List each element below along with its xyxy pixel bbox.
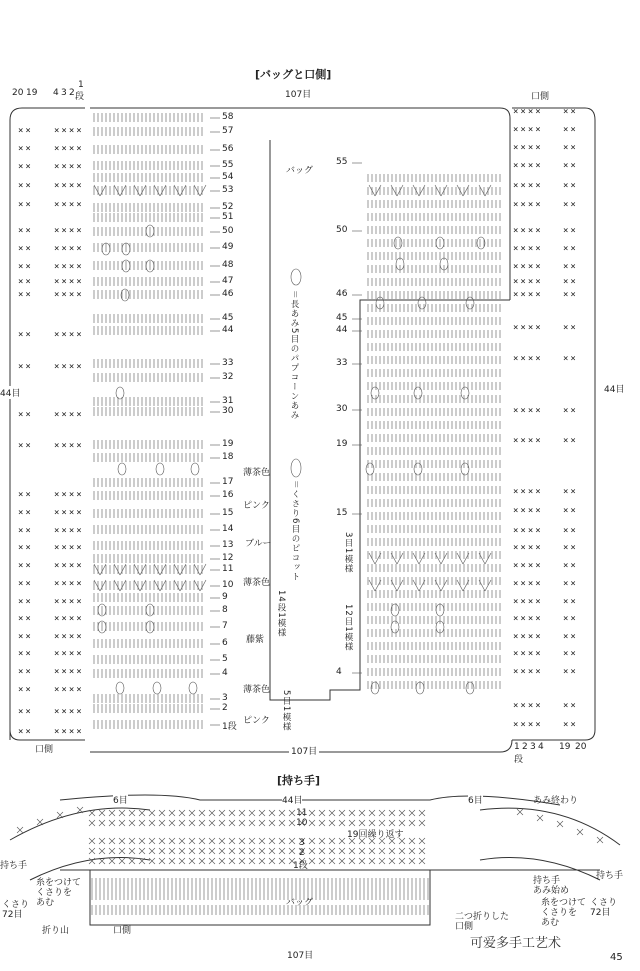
- stitch-mark: [140, 564, 146, 575]
- stitch-mark: [174, 564, 180, 575]
- sc-quad: ××××: [54, 614, 84, 624]
- color-label: 藤紫: [246, 635, 265, 645]
- stitch-mark: [134, 580, 140, 591]
- row-number-right: 15: [336, 508, 348, 518]
- right-count: 44目: [604, 382, 624, 395]
- section-title-bag: [バッグと口側]: [255, 68, 332, 81]
- sc-quad: ××××: [513, 614, 543, 624]
- bag-label: バッグ: [286, 166, 314, 176]
- sc-quad: ××××: [513, 649, 543, 659]
- sc-pair: ××: [18, 244, 33, 254]
- stitch-mark: [120, 185, 126, 196]
- popcorn-stitch: [394, 237, 402, 249]
- sc-pair: ××: [563, 125, 578, 135]
- sc-pair: ××: [18, 561, 33, 571]
- repeat-5: 5目1模様: [281, 690, 291, 732]
- stitch-mark: [160, 185, 166, 196]
- sc-quad: ××××: [513, 262, 543, 272]
- sc-pair: ××: [563, 226, 578, 236]
- sc-quad: ××××: [513, 143, 543, 153]
- popcorn-stitch: [156, 463, 164, 475]
- sc-quad: ××××: [54, 649, 84, 659]
- sc-quad: ××××: [513, 579, 543, 589]
- chain-left: くさり 72目: [2, 900, 30, 920]
- row-number-left: 31: [222, 396, 234, 406]
- popcorn-stitch: [189, 682, 197, 694]
- stitch-mark: [160, 580, 166, 591]
- thread-right: 糸をつけて くさりを あむ: [541, 898, 587, 928]
- stitch-mark: [100, 580, 106, 591]
- color-label: 薄茶色: [243, 685, 271, 695]
- sc-pair: ××: [18, 441, 33, 451]
- sc-pair: ××: [18, 490, 33, 500]
- sc-pair: ××: [563, 526, 578, 536]
- sc-quad: ××××: [513, 701, 543, 711]
- sc-quad: ××××: [54, 244, 84, 254]
- handle-start: 持ち手 あみ始め: [533, 876, 570, 896]
- popcorn-stitch: [466, 682, 474, 694]
- sc-pair: ××: [563, 262, 578, 272]
- row-number-right: 55: [336, 157, 348, 167]
- sc-quad: ××××: [513, 597, 543, 607]
- stitch-mark: [160, 564, 166, 575]
- mouth-label-handle: 口側: [113, 926, 132, 936]
- popcorn-stitch: [153, 682, 161, 694]
- popcorn-legend: ＝長あみ5目のパプコーンあみ: [289, 290, 299, 420]
- round-2: 2: [69, 88, 75, 98]
- handle-row: 11: [296, 808, 308, 818]
- sc-quad: ××××: [513, 506, 543, 516]
- sc-pair: ××: [18, 667, 33, 677]
- sc-quad: ××××: [54, 707, 84, 717]
- row-number-right: 46: [336, 289, 348, 299]
- stitch-mark: [154, 580, 160, 591]
- sc-pair: ××: [563, 290, 578, 300]
- repeat-19: 19回繰り返す: [347, 830, 404, 840]
- stitch-mark: [194, 580, 200, 591]
- color-label: ブルー: [245, 539, 272, 549]
- sc-pair: ××: [18, 290, 33, 300]
- sc-pair: ××: [18, 508, 33, 518]
- page-number: 45: [610, 952, 623, 963]
- popcorn-stitch: [291, 269, 301, 285]
- width-label-top: 107目: [283, 87, 313, 100]
- row-number-left: 5: [222, 654, 228, 664]
- row-number-left: 17: [222, 477, 234, 487]
- sc-pair: ××: [563, 323, 578, 333]
- handle-row: 3: [299, 838, 305, 848]
- sc-pair: ××: [563, 614, 578, 624]
- stitch-mark: [200, 580, 206, 591]
- sc-quad: ××××: [513, 487, 543, 497]
- picot-legend: ＝くさり6目のピコット: [290, 480, 300, 582]
- chain-right: くさり 72目: [590, 898, 618, 918]
- sc-pair: ××: [18, 685, 33, 695]
- sc-quad: ××××: [513, 720, 543, 730]
- sc-quad: ××××: [513, 107, 543, 117]
- row-number-right: 50: [336, 225, 348, 235]
- row-number-left: 3: [222, 693, 228, 703]
- sc-quad: ××××: [513, 354, 543, 364]
- stitch-mark: [94, 185, 100, 196]
- sc-pair: ××: [563, 649, 578, 659]
- sc-quad: ××××: [54, 632, 84, 642]
- width-bottom-handle: 107目: [287, 948, 313, 961]
- sc-quad: ××××: [513, 125, 543, 135]
- sc-pair: ××: [18, 144, 33, 154]
- row-number-left: 33: [222, 358, 234, 368]
- row-number-left: 9: [222, 592, 228, 602]
- popcorn-stitch: [116, 387, 124, 399]
- round-1: 1: [78, 80, 84, 90]
- row-number-left: 49: [222, 242, 234, 252]
- row-number-left: 57: [222, 126, 234, 136]
- sc-quad: ××××: [54, 144, 84, 154]
- round-b2: 2: [522, 742, 528, 752]
- sc-quad: ××××: [54, 667, 84, 677]
- mouth-label-top: 口側: [531, 92, 550, 102]
- round-19: 19: [26, 88, 38, 98]
- mouth-label-bottom: 口側: [33, 742, 55, 755]
- row-number-left: 48: [222, 260, 234, 270]
- round-b1: 1: [514, 742, 520, 752]
- sc-quad: ××××: [54, 277, 84, 287]
- stitch-mark: [120, 580, 126, 591]
- popcorn-stitch: [291, 459, 301, 477]
- row-number-left: 16: [222, 490, 234, 500]
- sc-pair: ××: [18, 362, 33, 372]
- sc-quad: ××××: [54, 362, 84, 372]
- sc-pair: ××: [18, 614, 33, 624]
- sc-pair: ××: [563, 161, 578, 171]
- round-b20: 20: [575, 742, 587, 752]
- bag-label-handle: バッグ: [286, 898, 314, 908]
- stitch-mark: [180, 564, 186, 575]
- stitch-mark: [174, 580, 180, 591]
- row-number-left: 14: [222, 524, 234, 534]
- popcorn-stitch: [414, 387, 422, 399]
- sc-quad: ××××: [513, 526, 543, 536]
- row-number-left: 32: [222, 372, 234, 382]
- sc-quad: ××××: [54, 490, 84, 500]
- row-number-left: 47: [222, 276, 234, 286]
- popcorn-stitch: [191, 463, 199, 475]
- row-number-right: 19: [336, 439, 348, 449]
- round-bdan: 段: [514, 755, 524, 765]
- sc-pair: ××: [18, 707, 33, 717]
- sc-quad: ××××: [54, 561, 84, 571]
- row-number-left: 12: [222, 553, 234, 563]
- sc-pair: ××: [563, 506, 578, 516]
- sc-pair: ××: [563, 701, 578, 711]
- popcorn-stitch: [461, 387, 469, 399]
- round-dan: 段: [75, 92, 85, 102]
- row-number-left: 46: [222, 289, 234, 299]
- row-number-left: 11: [222, 564, 234, 574]
- sc-pair: ××: [18, 200, 33, 210]
- sc-pair: ××: [18, 410, 33, 420]
- row-number-left: 54: [222, 172, 234, 182]
- row-number-left: 52: [222, 202, 234, 212]
- stitch-mark: [134, 185, 140, 196]
- round-3: 3: [61, 88, 67, 98]
- color-label: ピンク: [243, 716, 270, 726]
- color-label: 薄茶色: [243, 578, 271, 588]
- stitch-mark: [194, 185, 200, 196]
- sc-quad: ××××: [513, 406, 543, 416]
- handle-row: 2: [299, 848, 305, 858]
- sc-pair: ××: [18, 330, 33, 340]
- sc-quad: ××××: [513, 290, 543, 300]
- sc-quad: ××××: [54, 290, 84, 300]
- round-b4: 4: [538, 742, 544, 752]
- sc-quad: ××××: [54, 526, 84, 536]
- round-4: 4: [53, 88, 59, 98]
- row-number-left: 15: [222, 508, 234, 518]
- row-number-right: 33: [336, 358, 348, 368]
- sc-quad: ××××: [54, 597, 84, 607]
- popcorn-stitch: [461, 463, 469, 475]
- stitch-mark: [180, 580, 186, 591]
- popcorn-stitch: [466, 297, 474, 309]
- stitch-mark: [180, 185, 186, 196]
- sc-quad: ××××: [54, 543, 84, 553]
- row-number-left: 53: [222, 185, 234, 195]
- watermark: 可爱多手工艺术: [470, 936, 562, 951]
- sc-quad: ××××: [513, 543, 543, 553]
- row-number-left: 45: [222, 313, 234, 323]
- round-b19: 19: [559, 742, 571, 752]
- width-label-bottom: 107目: [289, 744, 319, 757]
- handle-chart: [10, 795, 620, 925]
- sc-quad: ××××: [54, 579, 84, 589]
- sc-pair: ××: [563, 107, 578, 117]
- sc-pair: ××: [563, 597, 578, 607]
- sc-quad: ××××: [54, 226, 84, 236]
- sc-pair: ××: [18, 632, 33, 642]
- count-6-right: 6目: [468, 793, 483, 806]
- sc-quad: ××××: [54, 262, 84, 272]
- sc-pair: ××: [18, 162, 33, 172]
- sc-quad: ××××: [513, 632, 543, 642]
- repeat-3: 3目1模様: [343, 532, 353, 574]
- stitch-mark: [140, 185, 146, 196]
- sc-quad: ××××: [513, 561, 543, 571]
- sc-quad: ××××: [54, 330, 84, 340]
- row-number-left: 4: [222, 668, 228, 678]
- popcorn-stitch: [418, 297, 426, 309]
- stitch-mark: [200, 564, 206, 575]
- sc-pair: ××: [563, 143, 578, 153]
- sc-quad: ××××: [513, 244, 543, 254]
- row-number-right: 4: [336, 667, 342, 677]
- popcorn-stitch: [414, 463, 422, 475]
- stitch-mark: [134, 564, 140, 575]
- sc-pair: ××: [18, 226, 33, 236]
- sc-pair: ××: [18, 181, 33, 191]
- popcorn-stitch: [391, 621, 399, 633]
- row-number-left: 7: [222, 621, 228, 631]
- row-number-left: 56: [222, 144, 234, 154]
- popcorn-stitch: [118, 463, 126, 475]
- popcorn-stitch: [371, 387, 379, 399]
- stitch-mark: [154, 564, 160, 575]
- stitch-mark: [114, 580, 120, 591]
- row-number-right: 45: [336, 313, 348, 323]
- color-label: ピンク: [243, 501, 270, 511]
- sc-pair: ××: [563, 406, 578, 416]
- row-number-left: 6: [222, 638, 228, 648]
- sc-pair: ××: [563, 200, 578, 210]
- sc-pair: ××: [18, 526, 33, 536]
- stitch-mark: [174, 185, 180, 196]
- sc-pair: ××: [563, 277, 578, 287]
- round-b3: 3: [530, 742, 536, 752]
- row-number-left: 19: [222, 439, 234, 449]
- sc-pair: ××: [18, 543, 33, 553]
- count-6-left: 6目: [113, 793, 128, 806]
- sc-quad: ××××: [54, 181, 84, 191]
- stitch-mark: [94, 580, 100, 591]
- thread-left: 糸をつけて くさりを あむ: [36, 878, 82, 908]
- sc-quad: ××××: [513, 667, 543, 677]
- sc-pair: ××: [18, 277, 33, 287]
- sc-quad: ××××: [54, 162, 84, 172]
- sc-pair: ××: [563, 720, 578, 730]
- sc-quad: ××××: [513, 436, 543, 446]
- stitch-mark: [100, 564, 106, 575]
- stitch-mark: [200, 185, 206, 196]
- sc-quad: ××××: [54, 441, 84, 451]
- sc-pair: ××: [18, 579, 33, 589]
- sc-pair: ××: [563, 436, 578, 446]
- sc-pair: ××: [18, 126, 33, 136]
- sc-pair: ××: [563, 561, 578, 571]
- stitch-mark: [140, 580, 146, 591]
- sc-pair: ××: [563, 632, 578, 642]
- handle-right: 持ち手: [596, 871, 624, 881]
- sc-pair: ××: [563, 487, 578, 497]
- sc-pair: ××: [563, 181, 578, 191]
- sc-pair: ××: [563, 354, 578, 364]
- sc-pair: ××: [563, 543, 578, 553]
- row-number-left: 10: [222, 580, 234, 590]
- count-44: 44目: [282, 793, 302, 806]
- sc-pair: ××: [18, 597, 33, 607]
- sc-quad: ××××: [513, 277, 543, 287]
- fold-two-label: 二つ折りした 口側: [455, 912, 510, 932]
- row-number-left: 8: [222, 605, 228, 615]
- sc-pair: ××: [563, 667, 578, 677]
- row-number-left: 18: [222, 452, 234, 462]
- sc-pair: ××: [563, 579, 578, 589]
- sc-quad: ××××: [513, 226, 543, 236]
- popcorn-stitch: [366, 463, 374, 475]
- sc-quad: ××××: [513, 323, 543, 333]
- popcorn-stitch: [116, 682, 124, 694]
- sc-quad: ××××: [54, 508, 84, 518]
- row-number-left: 30: [222, 406, 234, 416]
- sc-quad: ××××: [54, 727, 84, 737]
- stitch-mark: [114, 564, 120, 575]
- sc-pair: ××: [18, 649, 33, 659]
- stitch-mark: [154, 185, 160, 196]
- round-20: 20: [12, 88, 24, 98]
- sc-pair: ××: [18, 727, 33, 737]
- stitch-mark: [94, 564, 100, 575]
- sc-quad: ××××: [54, 410, 84, 420]
- sc-quad: ××××: [54, 200, 84, 210]
- end-label: あみ終わり: [533, 796, 579, 806]
- sc-quad: ××××: [513, 200, 543, 210]
- repeat-12: 12目1模様: [343, 604, 353, 652]
- handle-row: 1段: [293, 861, 308, 871]
- row-number-left: 44: [222, 325, 234, 335]
- stitch-mark: [120, 564, 126, 575]
- sc-quad: ××××: [54, 126, 84, 136]
- row-number-left: 51: [222, 212, 234, 222]
- row-number-left: 50: [222, 226, 234, 236]
- sc-pair: ××: [563, 244, 578, 254]
- row-number-left: 13: [222, 540, 234, 550]
- sc-quad: ××××: [54, 685, 84, 695]
- fold-label: 折り山: [42, 926, 70, 936]
- sc-pair: ××: [18, 262, 33, 272]
- stitch-mark: [114, 185, 120, 196]
- row-number-left: 2: [222, 703, 228, 713]
- row-number-left: 58: [222, 112, 234, 122]
- section-title-handle: [持ち手]: [277, 774, 321, 787]
- row-number-right: 30: [336, 404, 348, 414]
- color-label: 薄茶色: [243, 468, 271, 478]
- row-number-left: 1段: [222, 722, 237, 732]
- handle-left: 持ち手: [0, 861, 28, 871]
- handle-row: 10: [296, 818, 308, 828]
- repeat-14: 14段1模様: [276, 590, 286, 638]
- sc-quad: ××××: [513, 161, 543, 171]
- row-number-left: 55: [222, 160, 234, 170]
- sc-quad: ××××: [513, 181, 543, 191]
- left-count: 44目: [0, 386, 20, 399]
- stitch-mark: [194, 564, 200, 575]
- row-number-right: 44: [336, 325, 348, 335]
- stitch-mark: [100, 185, 106, 196]
